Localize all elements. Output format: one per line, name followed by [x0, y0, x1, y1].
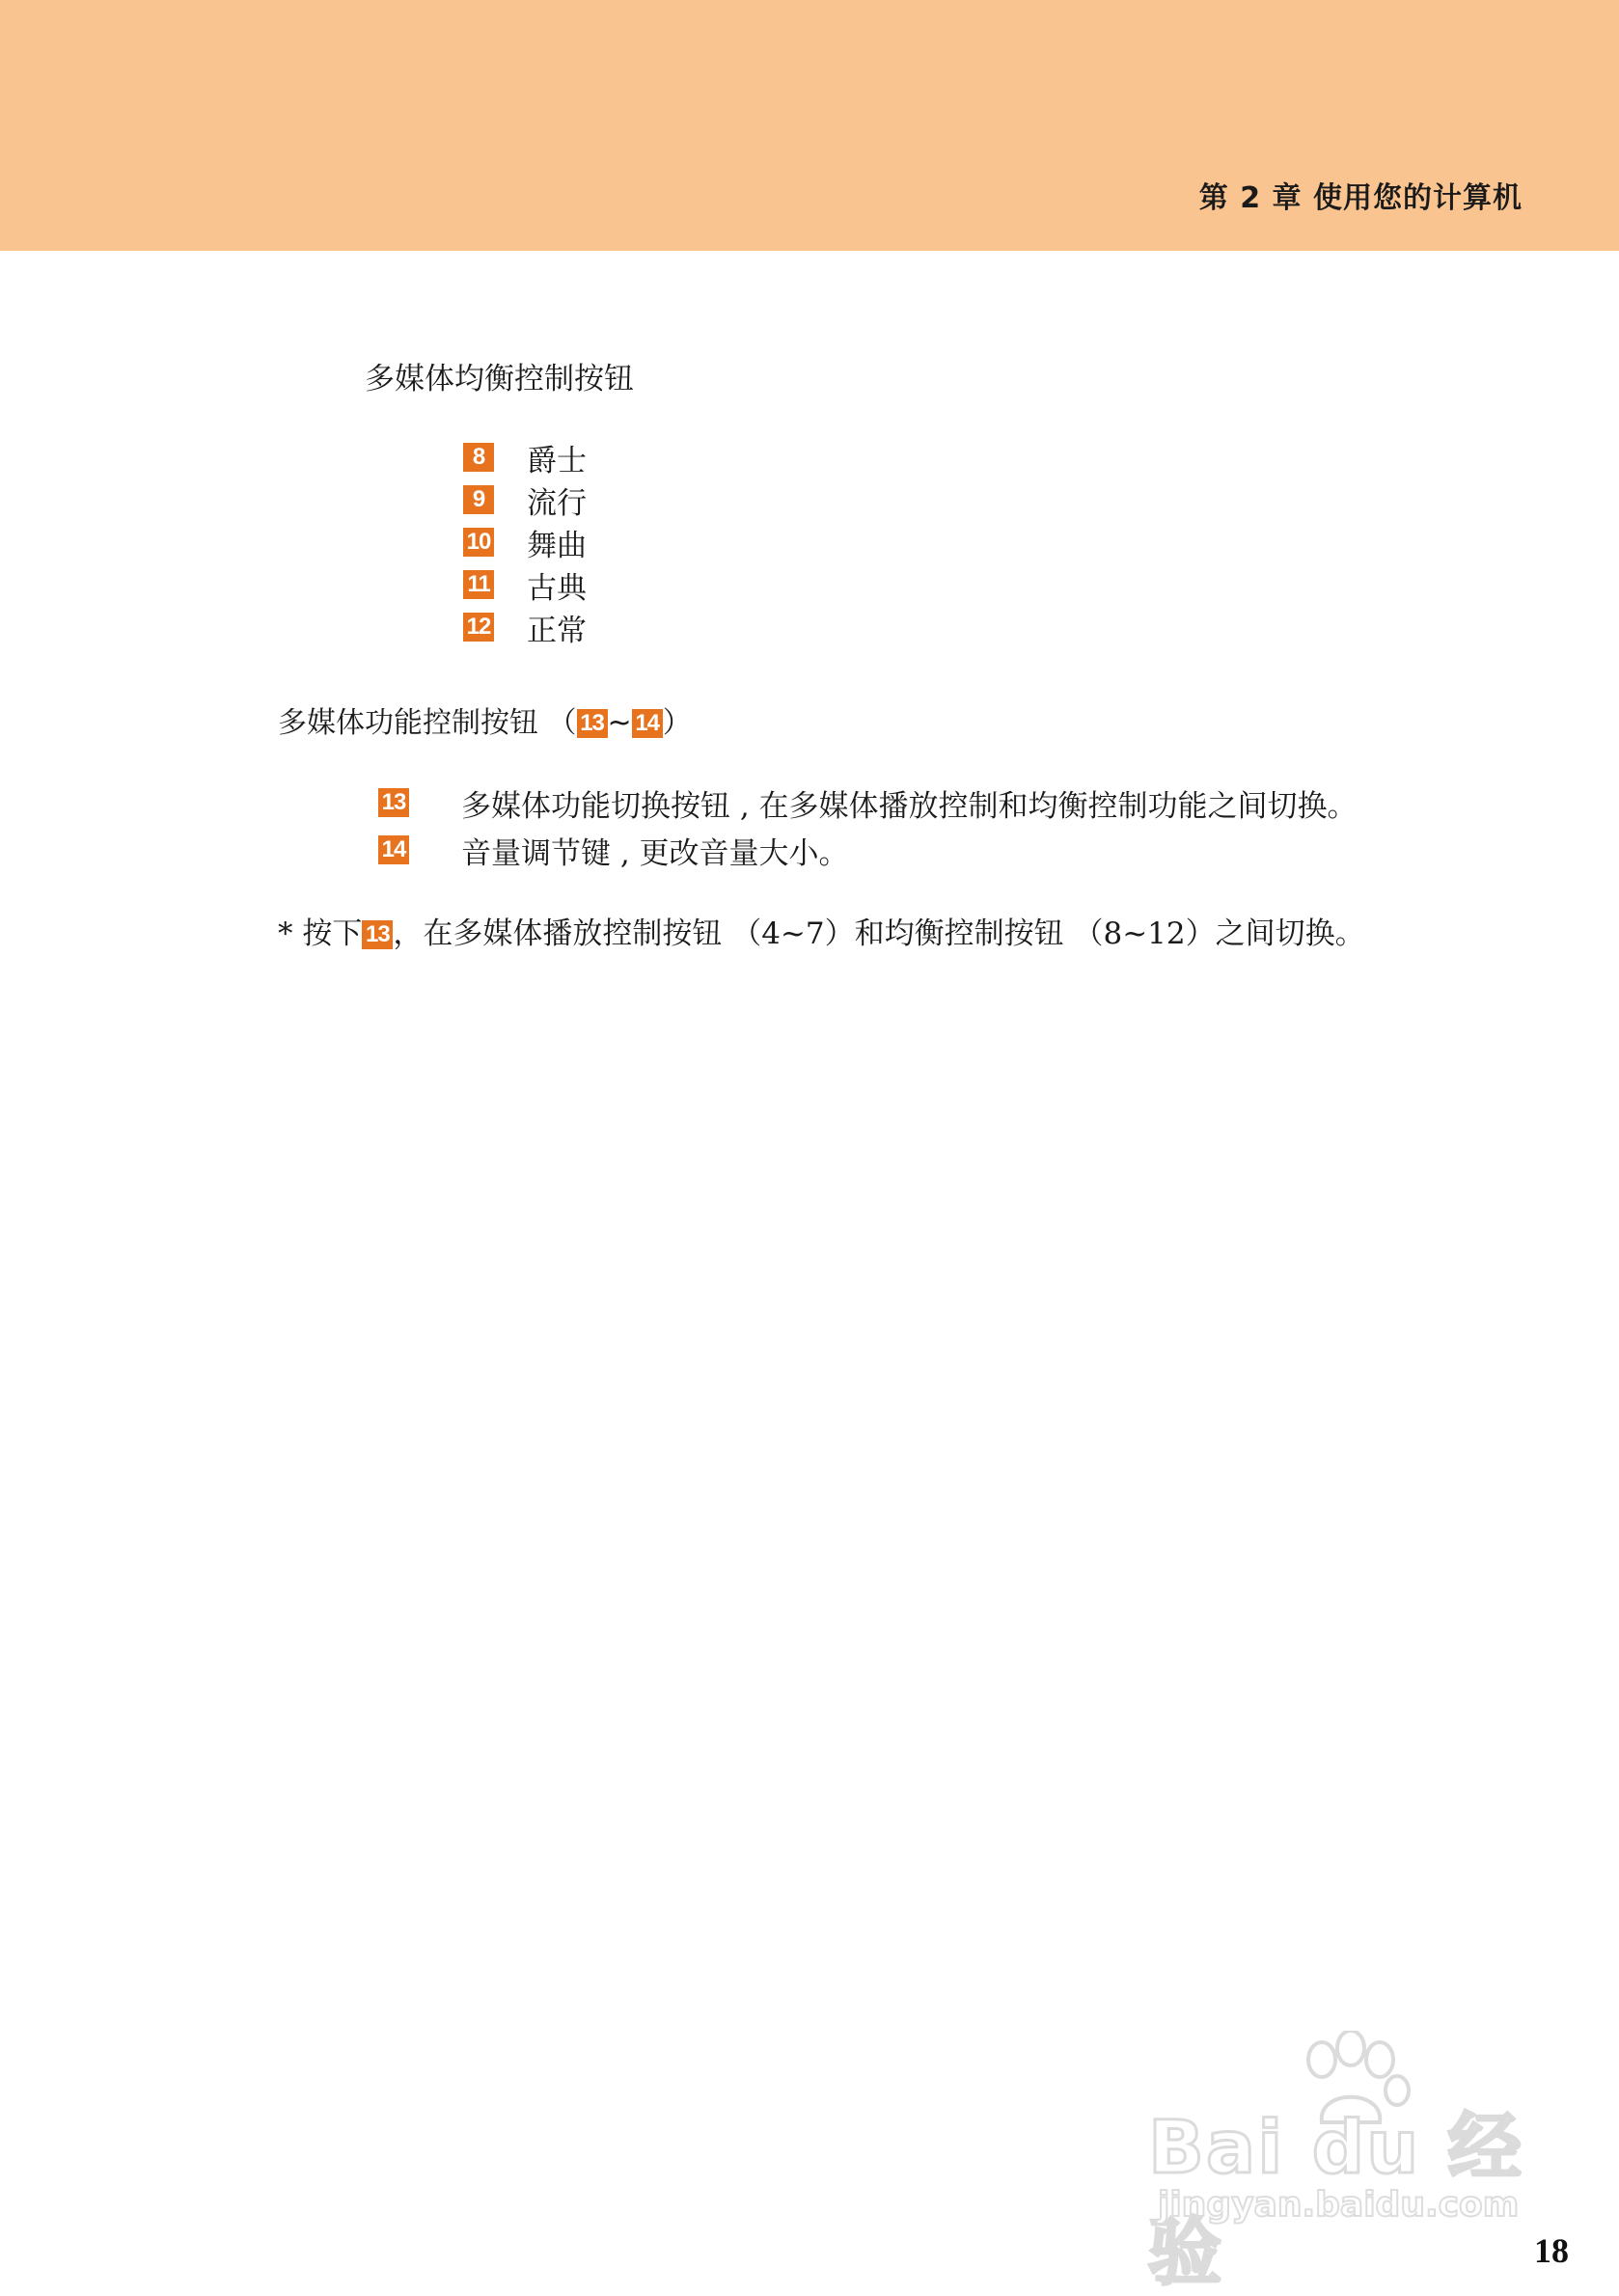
equalizer-item	[463, 611, 587, 648]
page-header	[0, 0, 1619, 251]
number-badge: 8	[463, 443, 494, 472]
number-badge: 11	[463, 570, 494, 599]
note	[278, 916, 1365, 951]
equalizer-label: 爵士	[527, 443, 587, 478]
function-description: 音量调节键 , 更改音量大小。	[461, 835, 849, 871]
chapter-title: 第 2 章 使用您的计算机	[1198, 181, 1523, 215]
number-badge: 14	[632, 709, 663, 738]
equalizer-label: 正常	[527, 613, 587, 648]
number-badge: 14	[378, 835, 409, 864]
equalizer-item	[463, 568, 587, 606]
function-description: 多媒体功能切换按钮 , 在多媒体播放控制和均衡控制功能之间切换。	[461, 788, 1358, 824]
equalizer-item	[463, 483, 587, 521]
number-badge: 10	[463, 528, 494, 557]
page-number: 18	[1534, 2231, 1569, 2270]
equalizer-item	[463, 526, 587, 563]
note-prefix: * 按下	[278, 916, 363, 951]
equalizer-label: 流行	[527, 485, 587, 521]
number-badge: 12	[463, 613, 494, 642]
function-heading-sep: ~	[607, 706, 632, 740]
equalizer-label: 舞曲	[527, 528, 587, 563]
function-heading-text: 多媒体功能控制按钮 （	[278, 706, 577, 740]
function-heading	[278, 706, 692, 740]
function-item	[378, 833, 849, 871]
note-text: ，在多媒体播放控制按钮 （4~7）和均衡控制按钮 （8~12）之间切换。	[393, 916, 1365, 951]
watermark-url: jingyan.baidu.com	[1158, 2185, 1520, 2225]
function-item	[378, 785, 1358, 824]
equalizer-heading: 多媒体均衡控制按钮	[365, 362, 634, 396]
equalizer-item	[463, 441, 587, 478]
number-badge: 13	[378, 788, 409, 817]
watermark-brand: Bai du 经验	[1148, 2104, 1523, 2295]
number-badge: 13	[362, 920, 393, 949]
number-badge: 13	[577, 709, 608, 738]
number-badge: 9	[463, 485, 494, 514]
function-heading-close: ）	[662, 706, 692, 740]
equalizer-label: 古典	[527, 570, 587, 606]
